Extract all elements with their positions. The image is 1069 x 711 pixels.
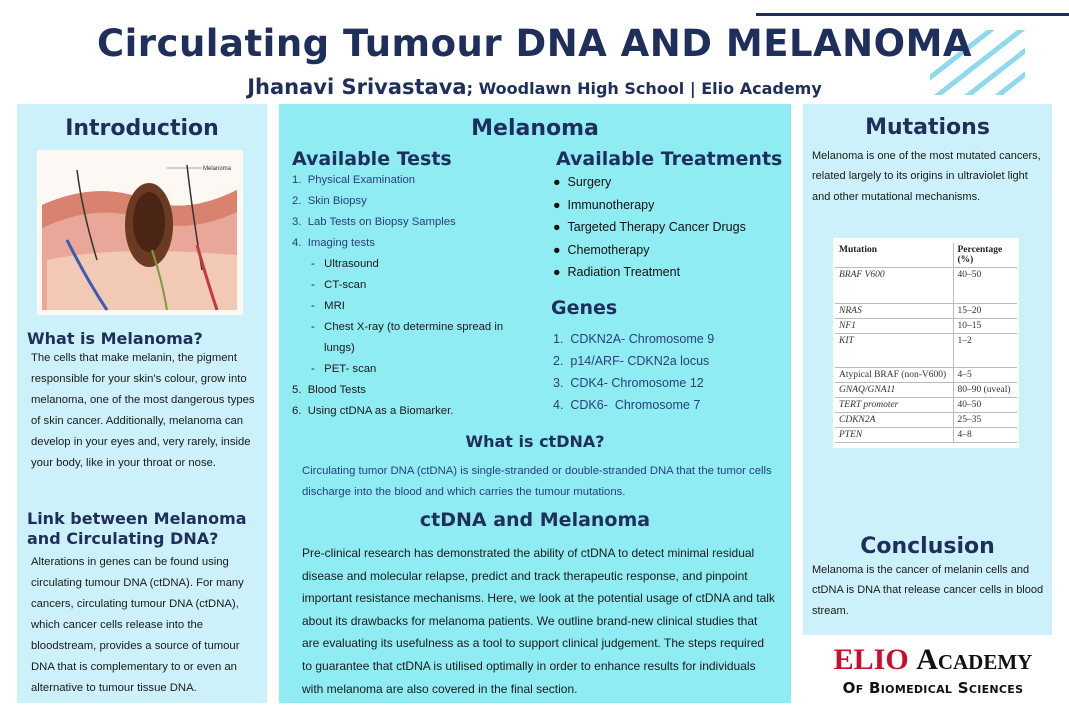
- test-item: 2. Skin Biopsy: [292, 195, 367, 207]
- treatment-item: ● Radiation Treatment: [553, 265, 681, 279]
- table-cell: 4–5: [953, 368, 1017, 383]
- available-treatments-heading: Available Treatments: [556, 148, 783, 170]
- logo-academy: Academy: [916, 643, 1033, 676]
- test-item: 5. Blood Tests: [292, 384, 366, 396]
- imaging-item: - Chest X-ray (to determine spread in: [311, 321, 504, 333]
- imaging-list: [311, 254, 503, 380]
- what-is-ctdna-heading: What is ctDNA?: [465, 432, 605, 451]
- header-rule: [756, 13, 1069, 16]
- what-is-melanoma-text: The cells that make melanin, the pigment responsible for your skin's colour, grow into melanoma, one of the most dangerous types of skin cancer. Additionally, melanoma can develop in your eyes and, very rarely, inside your body, like in your throat or nose.: [31, 352, 255, 469]
- test-item: 3. Lab Tests on Biopsy Samples: [292, 216, 456, 228]
- skin-diagram: [37, 150, 243, 315]
- school-name: ; Woodlawn High School | Elio Academy: [466, 79, 822, 98]
- genes-list: [553, 328, 714, 416]
- gene-item: 1. CDKN2A- Chromosome 9: [553, 332, 715, 346]
- conclusion-heading: Conclusion: [860, 534, 995, 559]
- table-cell: NF1: [835, 319, 953, 334]
- mutation-table: [835, 243, 1017, 443]
- what-is-melanoma-heading: What is Melanoma?: [27, 329, 203, 348]
- imaging-item: - PET- scan: [311, 363, 377, 375]
- imaging-item: - MRI: [311, 300, 345, 312]
- mutations-heading: Mutations: [865, 115, 990, 140]
- what-is-ctdna-text: Circulating tumor DNA (ctDNA) is single-stranded or double-stranded DNA that the tumor cells discharge into the blood and which carries the tumour mutations.: [302, 465, 772, 498]
- right-panel: [803, 104, 1052, 635]
- logo-elio: ELIO: [833, 643, 909, 676]
- table-cell: PTEN: [835, 428, 953, 443]
- available-tests-heading: Available Tests: [292, 148, 452, 170]
- mutation-table-wrap: [833, 238, 1019, 448]
- treatments-list: [553, 171, 746, 284]
- test-item: 4. Imaging tests: [292, 237, 375, 249]
- imaging-item: lungs): [324, 342, 355, 354]
- gene-item: 4. CDK6- Chromosome 7: [553, 398, 701, 412]
- logo-line-2: Of Biomedical Sciences: [842, 679, 1024, 697]
- poster-title: Circulating Tumour DNA AND MELANOMA: [96, 22, 973, 65]
- table-cell: 10–15: [953, 319, 1017, 334]
- table-cell: 25–35: [953, 413, 1017, 428]
- tests-list-continued: [292, 380, 453, 422]
- melanoma-heading: Melanoma: [471, 116, 599, 141]
- table-cell: 40–50: [953, 268, 1017, 304]
- mutations-text: Melanoma is one of the most mutated cancers, related largely to its origins in ultraviolet light and other mutational mechanisms.: [812, 150, 1041, 203]
- gene-item: 2. p14/ARF- CDKN2a locus: [553, 354, 710, 368]
- genes-heading: Genes: [551, 297, 618, 319]
- table-cell: 40–50: [953, 398, 1017, 413]
- elio-academy-logo: [808, 643, 1058, 697]
- left-panel: [17, 104, 267, 703]
- test-item: 6. Using ctDNA as a Biomarker.: [292, 405, 454, 417]
- skin-illustration: [37, 150, 243, 315]
- treatment-item: ● Chemotherapy: [553, 242, 650, 257]
- treatment-item: ● Targeted Therapy Cancer Drugs: [553, 220, 746, 234]
- table-cell: TERT promoter: [835, 398, 953, 413]
- table-cell: Atypical BRAF (non-V600): [835, 368, 953, 383]
- test-item: 1. Physical Examination: [292, 174, 416, 186]
- skin-label: Melanoma: [203, 166, 232, 172]
- author-name: Jhanavi Srivastava: [247, 75, 467, 99]
- table-cell: 80–90 (uveal): [953, 383, 1017, 398]
- table-cell: GNAQ/GNA11: [835, 383, 953, 398]
- table-header: Percentage (%): [953, 243, 1017, 268]
- table-cell: 1–2: [953, 334, 1017, 368]
- table-cell: 4–8: [953, 428, 1017, 443]
- table-cell: CDKN2A: [835, 413, 953, 428]
- ctdna-melanoma-text: Pre-clinical research has demonstrated the ability of ctDNA to detect minimal residual disease and molecular relapse, predict and track therapeutic response, and pinpoint important resistance mechanisms. Here, we look at the potential usage of ctDNA and talk about its drawbacks for melanoma patients. We outline brand-new clinical studies that are evaluating its usefulness as a tool to support clinical judgement. The steps required to guarantee that ctDNA is utilised optimally in order to enhance results for individuals with melanoma are also covered in the final section.: [302, 546, 775, 696]
- imaging-item: - Ultrasound: [311, 258, 379, 270]
- conclusion-text: Melanoma is the cancer of melanin cells and ctDNA is DNA that release cancer cells in blood stream.: [812, 564, 1044, 617]
- middle-panel: [279, 104, 791, 703]
- table-header: Mutation: [835, 243, 953, 268]
- table-cell: 15–20: [953, 304, 1017, 319]
- tests-list: [292, 170, 456, 254]
- treatment-item: ● Immunotherapy: [553, 197, 655, 212]
- table-cell: KIT: [835, 334, 953, 368]
- gene-item: 3. CDK4- Chromosome 12: [553, 376, 704, 390]
- intro-heading: Introduction: [65, 116, 219, 141]
- logo-line-1: [808, 643, 1058, 677]
- table-cell: BRAF V600: [835, 268, 953, 304]
- link-text: Alterations in genes can be found using circulating tumour DNA (ctDNA). For many cancers, circulating tumour DNA (ctDNA), which cancer cells release into the bloodstream, provides a source of tumour DNA that is complementary to or even an alternative to tumour tissue DNA.: [31, 556, 244, 694]
- treatment-item: ● Surgery: [553, 175, 612, 189]
- imaging-item: - CT-scan: [311, 279, 367, 291]
- table-cell: NRAS: [835, 304, 953, 319]
- poster-subtitle: [0, 75, 1069, 99]
- ctdna-melanoma-heading: ctDNA and Melanoma: [419, 509, 651, 531]
- link-heading: Link between Melanoma and Circulating DNA?: [27, 509, 247, 548]
